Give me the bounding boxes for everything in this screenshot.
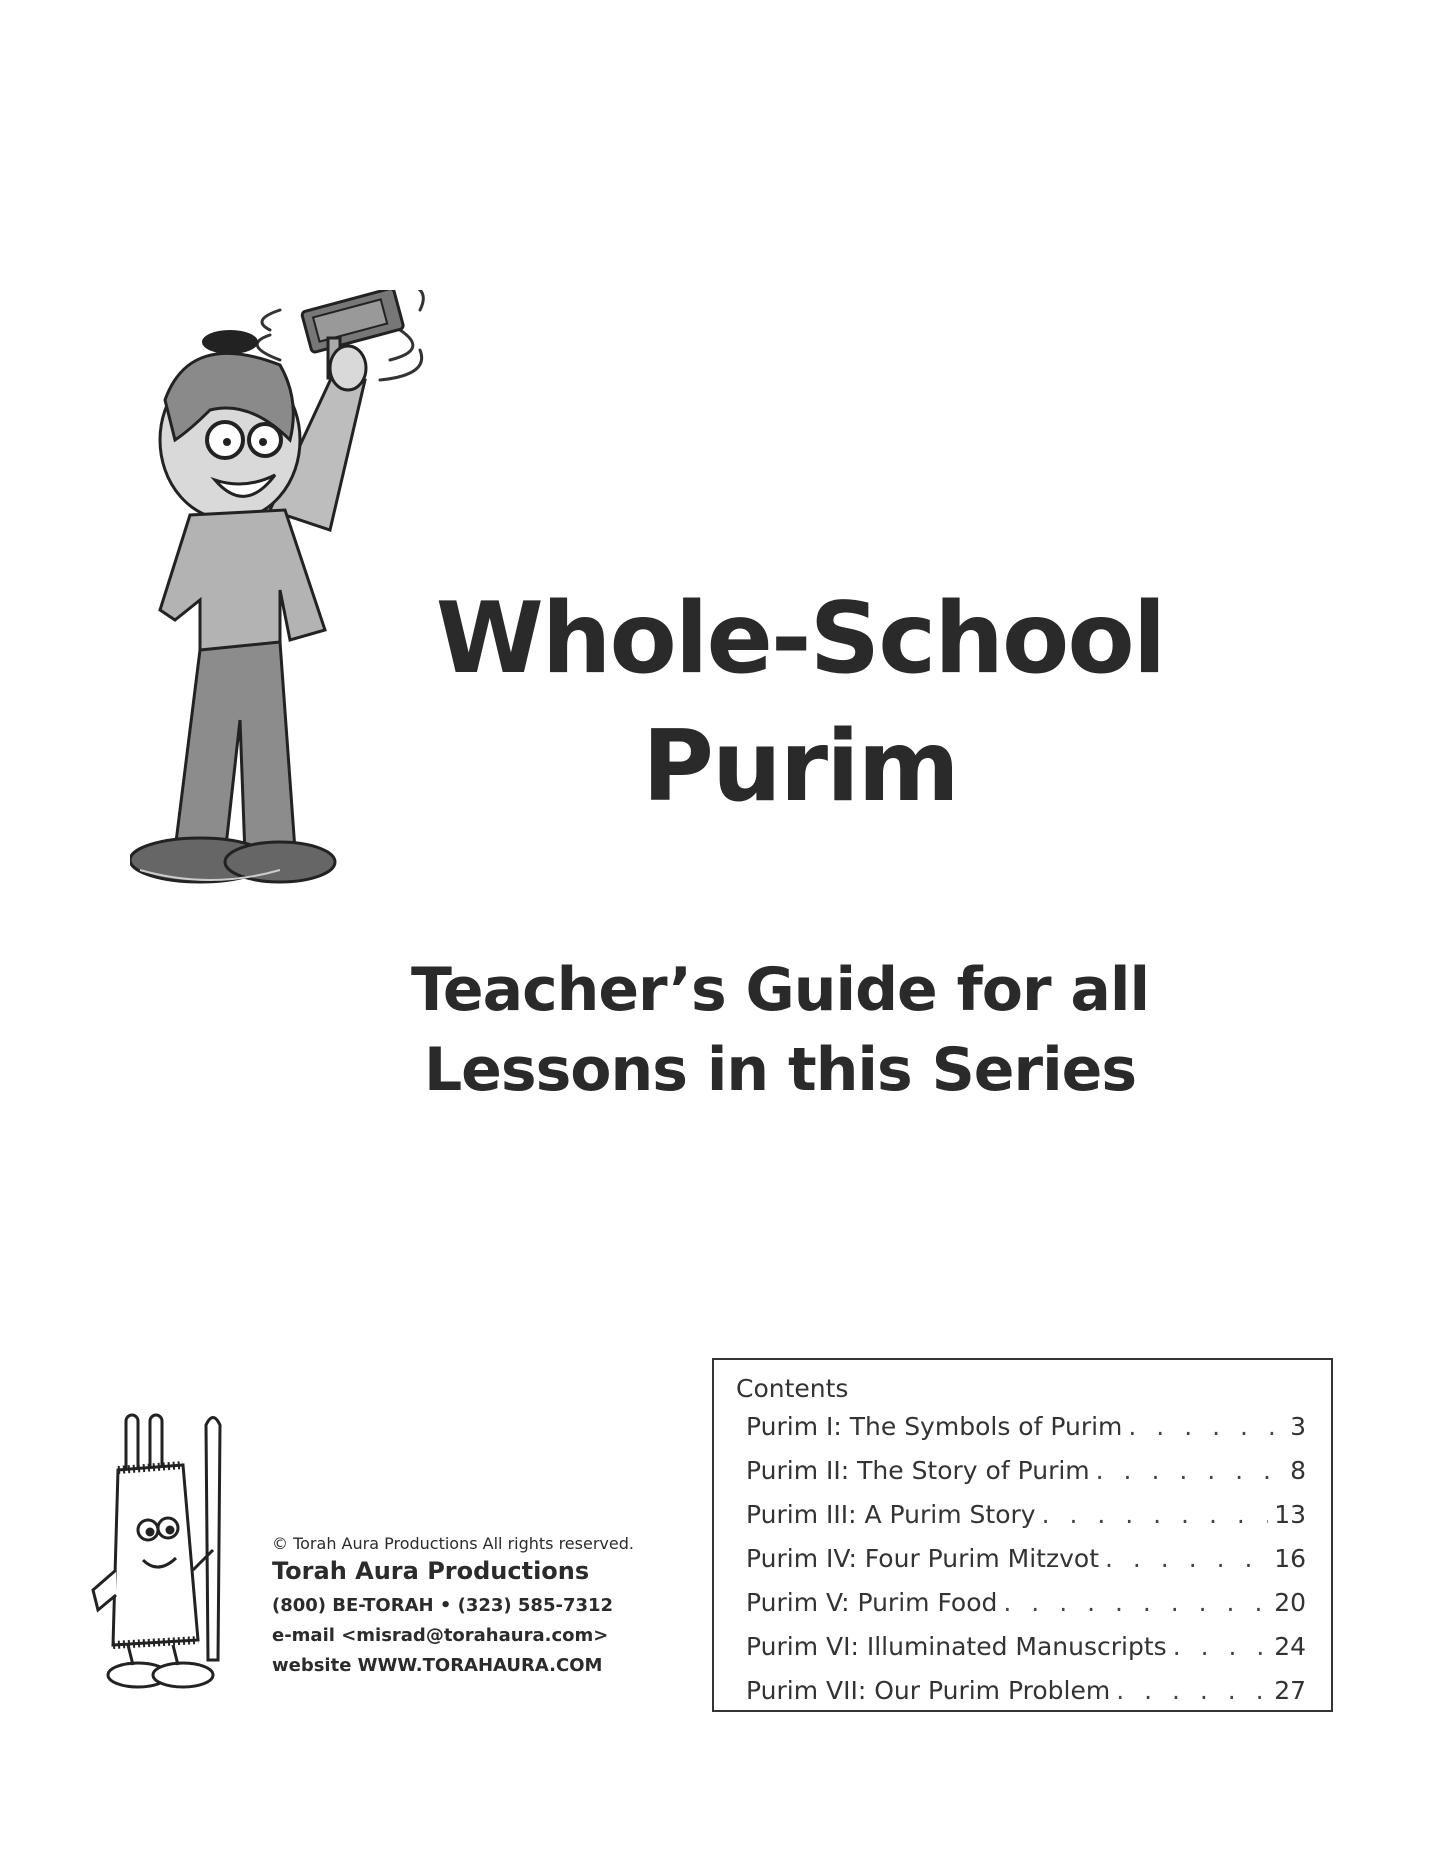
contents-heading: Contents <box>736 1374 849 1403</box>
contents-item-title: Purim V: Purim Food <box>746 1588 998 1617</box>
contents-item-title: Purim VII: Our Purim Problem <box>746 1676 1111 1705</box>
contents-item-page: 3 <box>1290 1412 1306 1441</box>
leader-dots <box>1173 1632 1268 1661</box>
contents-item-title: Purim IV: Four Purim Mitzvot <box>746 1544 1100 1573</box>
title-line-2: Purim <box>642 710 958 824</box>
contents-item <box>746 1676 1306 1720</box>
contents-item <box>746 1588 1306 1632</box>
publisher-email: e-mail <misrad@torahaura.com> <box>272 1625 609 1646</box>
leader-dots <box>1042 1500 1269 1529</box>
publisher-website: website WWW.TORAHAURA.COM <box>272 1655 603 1676</box>
contents-item-page: 20 <box>1274 1588 1306 1617</box>
document-title <box>350 575 1250 831</box>
contents-item-page: 16 <box>1274 1544 1306 1573</box>
title-line-1: Whole-School <box>435 582 1165 696</box>
contents-item <box>746 1632 1306 1676</box>
leader-dots <box>1105 1544 1268 1573</box>
leader-dots <box>1003 1588 1268 1617</box>
contents-item-title: Purim II: The Story of Purim <box>746 1456 1090 1485</box>
contents-item-page: 27 <box>1274 1676 1306 1705</box>
contents-list <box>746 1412 1306 1720</box>
contents-item <box>746 1544 1306 1588</box>
subtitle-line-2: Lessons in this Series <box>423 1035 1137 1105</box>
leader-dots <box>1128 1412 1284 1441</box>
contents-item-title: Purim VI: Illuminated Manuscripts <box>746 1632 1167 1661</box>
contents-item-page: 8 <box>1290 1456 1306 1485</box>
leader-dots <box>1096 1456 1284 1485</box>
torah-scroll-mascot-illustration <box>88 1410 278 1700</box>
publisher-phone: (800) BE-TORAH • (323) 585-7312 <box>272 1595 614 1616</box>
contents-item <box>746 1500 1306 1544</box>
contents-item-title: Purim I: The Symbols of Purim <box>746 1412 1123 1441</box>
contents-item-page: 13 <box>1274 1500 1306 1529</box>
table-of-contents <box>712 1358 1333 1712</box>
contents-item <box>746 1412 1306 1456</box>
publisher-name: Torah Aura Productions <box>272 1557 590 1585</box>
leader-dots <box>1116 1676 1268 1705</box>
contents-item-title: Purim III: A Purim Story <box>746 1500 1036 1529</box>
contents-item <box>746 1456 1306 1500</box>
document-subtitle <box>340 950 1220 1110</box>
contents-item-page: 24 <box>1274 1632 1306 1661</box>
subtitle-line-1: Teacher’s Guide for all <box>410 955 1150 1025</box>
publisher-info <box>272 1534 634 1681</box>
copyright-notice: © Torah Aura Productions All rights reserved. <box>272 1534 634 1553</box>
